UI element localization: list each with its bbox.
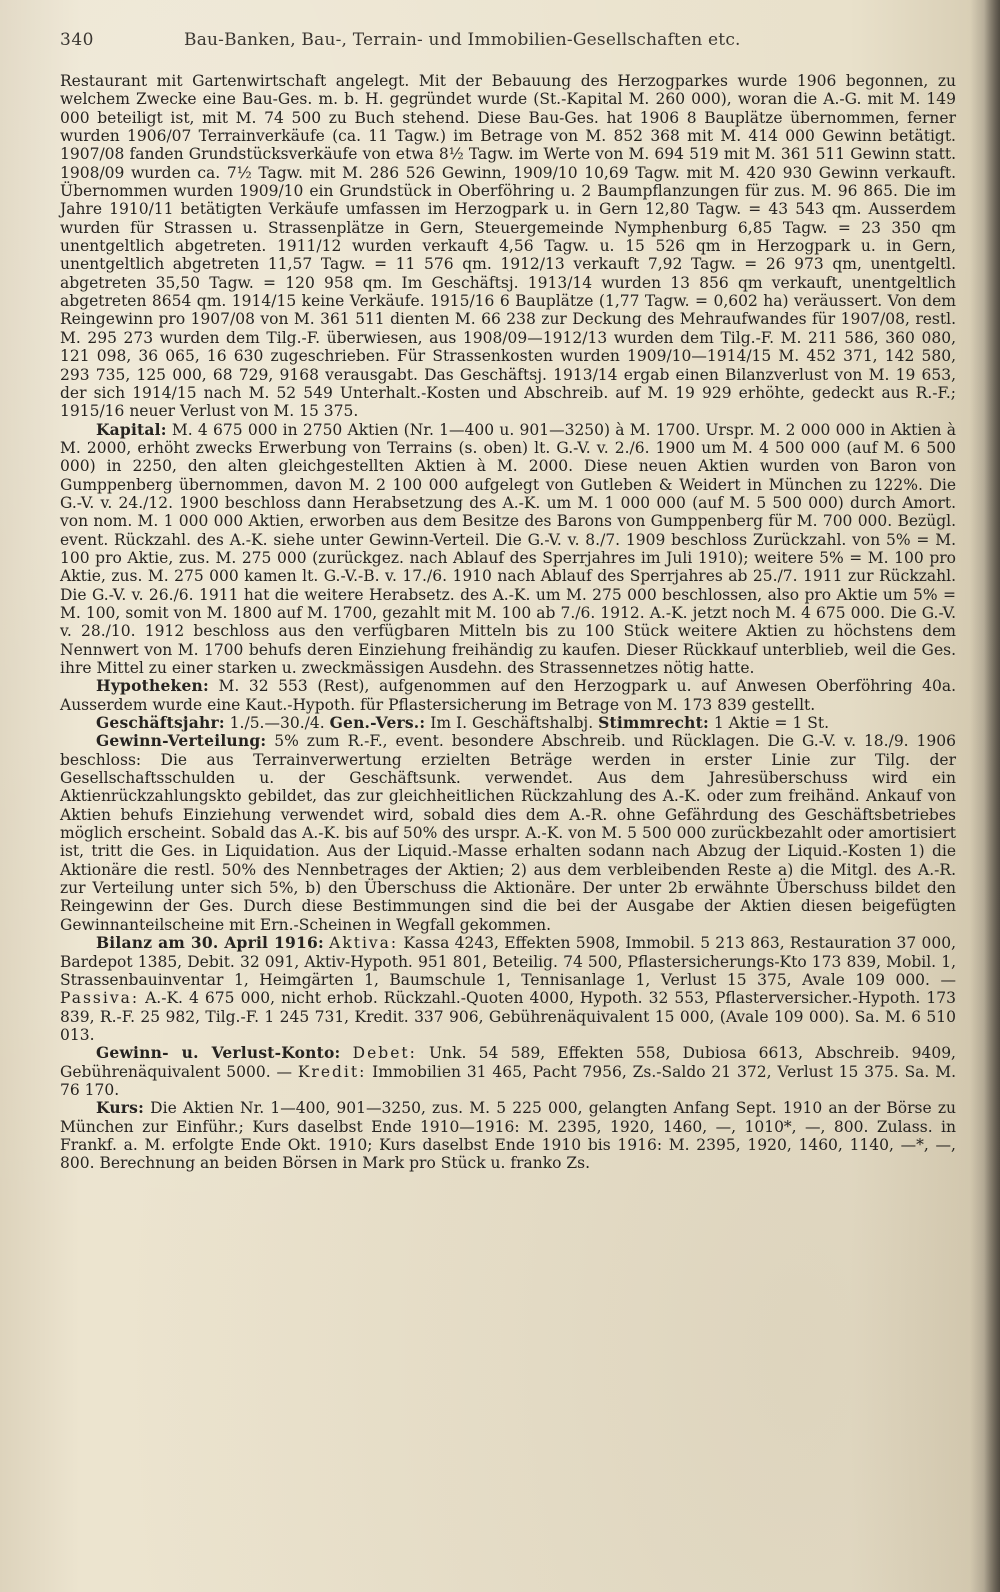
label-kapital: Kapital: xyxy=(96,419,167,439)
kapital-text: M. 4 675 000 in 2750 Aktien (Nr. 1—400 u. 901—3250) à M. 1700. Urspr. M. 2 000 000 in Aktien à M. 2000, erhöht zwecks Erwerbung von Terrains (s. oben) lt. G.-V. v. 2./6. 1900 um M. 4 500 000 (auf M. 6 500 000) in 2250, den alten gleichgestellten Aktien à M. 2000. Diese neuen Aktien wurden von Baron von Gumppenberg übernommen, davon M. 2 100 000 aufgelegt von Gutleben & Weidert in München zu 122%. Die G.-V. v. 24./12. 1900 beschloss dann Herabsetzung des A.-K. um M. 1 000 000 (auf M. 5 500 000) durch Amort. von nom. M. 1 000 000 Aktien, erworben aus dem Besitze des Barons von Gumppenberg für M. 700 000. Bezügl. event. Rückzahl. des A.-K. siehe unter Gewinn-Verteil. Die G.-V. v. 8./7. 1909 beschloss Zurückzahl. von 5% = M. 100 pro Aktie, zus. M. 275 000 (zurückgez. nach Ablauf des Sperrjahres im Juli 1910); weitere 5% = M. 100 pro Aktie, zus. M. 275 000 kamen lt. G.-V.-B. v. 17./6. 1910 nach Ablauf des Sperrjahres ab 25./7. 1911 zur Rückzahl. Die G.-V. v. 26./6. 1911 hat die weitere Herabsetz. des A.-K. um M. 275 000 beschlossen, also pro Aktie um 5% = M. 100, somit von M. 1800 auf M. 1700, gezahlt mit M. 100 ab 7./6. 1912. A.-K. jetzt noch M. 4 675 000. Die G.-V. v. 28./10. 1912 beschloss aus den verfügbaren Mitteln bis zu 100 Stück weitere Aktien zu höchstens dem Nennwert von M. 1700 behufs deren Einziehung freihändig zu kaufen. Dieser Rückkauf unterblieb, weil die Ges. ihre Mittel zu einer starken u. zweckmässigen Ausdehn. des Strassennetzes nötig hatte. xyxy=(60,420,956,677)
debet-text: Unk. 54 589, Effekten 558, Dubiosa 6613, Abschreib. 9409, Gebührenäquivalent 5000. — xyxy=(60,1044,956,1081)
label-kurs: Kurs: xyxy=(96,1098,145,1118)
paragraph-gewinn-verteilung xyxy=(60,732,956,934)
stimmrecht-text: 1 Aktie = 1 St. xyxy=(708,714,830,733)
label-geschaeftsjahr: Geschäftsjahr: xyxy=(96,713,225,733)
hypotheken-text: M. 32 553 (Rest), aufgenommen auf den Herzogpark u. auf Anwesen Oberföhring 40a. Ausserdem wurde eine Kaut.-Hypoth. für Pflastersicherung im Betrage von M. 173 839 gestellt. xyxy=(60,677,956,714)
label-gewinn-verteilung: Gewinn-Verteilung: xyxy=(96,731,267,751)
paragraph-geschaeftsjahr xyxy=(60,714,956,732)
paragraph-bilanz xyxy=(60,934,956,1044)
body-text xyxy=(60,72,956,1173)
paragraph-hypotheken xyxy=(60,677,956,714)
page-header xyxy=(60,30,956,50)
geschaeftsjahr-text: 1./5.—30./4. xyxy=(224,714,330,733)
kurs-text: Die Aktien Nr. 1—400, 901—3250, zus. M. 5 225 000, gelangten Anfang Sept. 1910 an der Börse zu München zur Einführ.; Kurs daselbst Ende 1910—1916: M. 2395, 1920, 1460, —, 1010*, —, 800. Zulass. in Frankf. a. M. erfolgte Ende Okt. 1910; Kurs daselbst Ende 1910 bis 1916: M. 2395, 1920, 1460, 1140, —*, —, 800. Berechnung an beiden Börsen in Mark pro Stück u. franko Zs. xyxy=(60,1099,956,1173)
paragraph-gewinn-verlust xyxy=(60,1044,956,1099)
running-title: Bau-Banken, Bau-, Terrain- und Immobilien-Gesellschaften etc. xyxy=(184,30,741,50)
label-gen-vers: Gen.-Vers.: xyxy=(329,713,426,733)
paragraph-kapital xyxy=(60,421,956,678)
page-number: 340 xyxy=(60,30,94,50)
paragraph-kurs xyxy=(60,1099,956,1172)
label-aktiva: Aktiva: xyxy=(329,934,399,953)
label-hypotheken: Hypotheken: xyxy=(96,676,209,696)
page-edge-shadow xyxy=(984,0,1000,1592)
label-debet: Debet: xyxy=(352,1044,417,1063)
aktiva-text: Kassa 4243, Effekten 5908, Immobil. 5 213 863, Restauration 37 000, Bardepot 1385, Debit. 32 091, Aktiv-Hypoth. 951 801, Beteilig. 74 500, Pflastersicherungs-Kto 173 839, Mobil. 1, Strassenbauinventar 1, Heimgärten 1, Baumschule 1, Tennisanlage 1, Verlust 15 375, Avale 109 000. — xyxy=(60,934,956,989)
label-kredit: Kredit: xyxy=(297,1062,367,1081)
gen-vers-text: Im I. Geschäftshalbj. xyxy=(425,714,599,733)
gewinn-verteilung-text: 5% zum R.-F., event. besondere Abschreib. und Rücklagen. Die G.-V. v. 18./9. 1906 beschloss: Die aus Terrainverwertung erzielten Beträge werden in erster Linie zur Tilg. der Gesellschaftsschulden u. der Geschäftsunk. verwendet. Aus dem Jahresüberschuss wird ein Aktienrückzahlungskto gebildet, das zur gleichheitlichen Rückzahlung des A.-K. oder zum freihänd. Ankauf von Aktien behufs Einziehung verwendet wird, sobald dies dem A.-R. ohne Gefährdung des Geschäftsbetriebes möglich erscheint. Sobald das A.-K. bis auf 50% des urspr. A.-K. von M. 5 500 000 zurückbezahlt oder amortisiert ist, tritt die Ges. in Liquidation. Aus der Liquid.-Masse erhalten sodann nach Abzug der Liquid.-Kosten 1) die Aktionäre die restl. 50% des Nennbetrages der Aktien; 2) aus dem verbleibenden Reste a) die Mitgl. des A.-R. zur Verteilung unter sich 5%, b) den Überschuss die Aktionäre. Der unter 2b erwähnte Überschuss bildet den Reingewinn der Ges. Durch diese Bestimmungen sind die bei der Ausgabe der Aktien diesen beigefügten Gewinnanteilscheine mit Ern.-Scheinen in Wegfall gekommen. xyxy=(60,732,956,934)
label-bilanz: Bilanz am 30. April 1916: xyxy=(96,933,324,953)
label-passiva: Passiva: xyxy=(60,989,140,1008)
paragraph-history: Restaurant mit Gartenwirtschaft angelegt. Mit der Bebauung des Herzogparkes wurde 1906 begonnen, zu welchem Zwecke eine Bau-Ges. m. b. H. gegründet wurde (St.-Kapital M. 260 000), woran die A.-G. mit M. 149 000 beteiligt ist, mit M. 74 500 zu Buch stehend. Diese Bau-Ges. hat 1906 8 Bauplätze übernommen, ferner wurden 1906/07 Terrainverkäufe (ca. 11 Tagw.) im Betrage von M. 852 368 mit M. 414 000 Gewinn betätigt. 1907/08 fanden Grundstücksverkäufe von etwa 8½ Tagw. im Werte von M. 694 519 mit M. 361 511 Gewinn statt. 1908/09 wurden ca. 7½ Tagw. mit M. 286 526 Gewinn, 1909/10 10,69 Tagw. mit M. 420 930 Gewinn verkauft. Übernommen wurden 1909/10 ein Grundstück in Oberföhring u. 2 Baumpflanzungen für zus. M. 96 865. Die im Jahre 1910/11 betätigten Verkäufe umfassen im Herzogpark u. in Gern 12,80 Tagw. = 43 543 qm. Ausserdem wurden für Strassen u. Strassenplätze in Gern, Steuergemeinde Nymphenburg 6,85 Tagw. = 23 350 qm unentgeltlich abgetreten. 1911/12 wurden verkauft 4,56 Tagw. u. 15 526 qm in Herzogpark u. in Gern, unentgeltlich abgetreten 11,57 Tagw. = 11 576 qm. 1912/13 verkauft 7,92 Tagw. = 26 973 qm, unentgeltl. abgetreten 35,50 Tagw. = 120 958 qm. Im Geschäftsj. 1913/14 wurden 13 856 qm verkauft, unentgeltlich abgetreten 8654 qm. 1914/15 keine Verkäufe. 1915/16 6 Bauplätze (1,77 Tagw. = 0,602 ha) veräussert. Von dem Reingewinn pro 1907/08 von M. 361 511 dienten M. 66 238 zur Deckung des Mehraufwandes für 1907/08, restl. M. 295 273 wurden dem Tilg.-F. überwiesen, aus 1908/09—1912/13 wurden dem Tilg.-F. M. 211 586, 360 080, 121 098, 36 065, 16 630 zugeschrieben. Für Strassenkosten wurden 1909/10—1914/15 M. 452 371, 142 580, 293 735, 125 000, 68 729, 9168 verausgabt. Das Geschäftsj. 1913/14 ergab einen Bilanzverlust von M. 19 653, der sich 1914/15 nach M. 52 549 Unterhalt.-Kosten und Abschreib. auf M. 19 929 erhöhte, gedeckt aus R.-F.; 1915/16 neuer Verlust von M. 15 375. xyxy=(60,72,956,421)
label-stimmrecht: Stimmrecht: xyxy=(598,713,709,733)
label-gewinn-verlust: Gewinn- u. Verlust-Konto: xyxy=(96,1043,341,1063)
passiva-text: A.-K. 4 675 000, nicht erhob. Rückzahl.-Quoten 4000, Hypoth. 32 553, Pflasterversicher.-Hypoth. 173 839, R.-F. 25 982, Tilg.-F. 1 245 731, Kredit. 337 906, Gebührenäquivalent 15 000, (Avale 109 000). Sa. M. 6 510 013. xyxy=(60,989,956,1044)
kredit-text: Immobilien 31 465, Pacht 7956, Zs.-Saldo 21 372, Verlust 15 375. Sa. M. 76 170. xyxy=(60,1062,956,1099)
